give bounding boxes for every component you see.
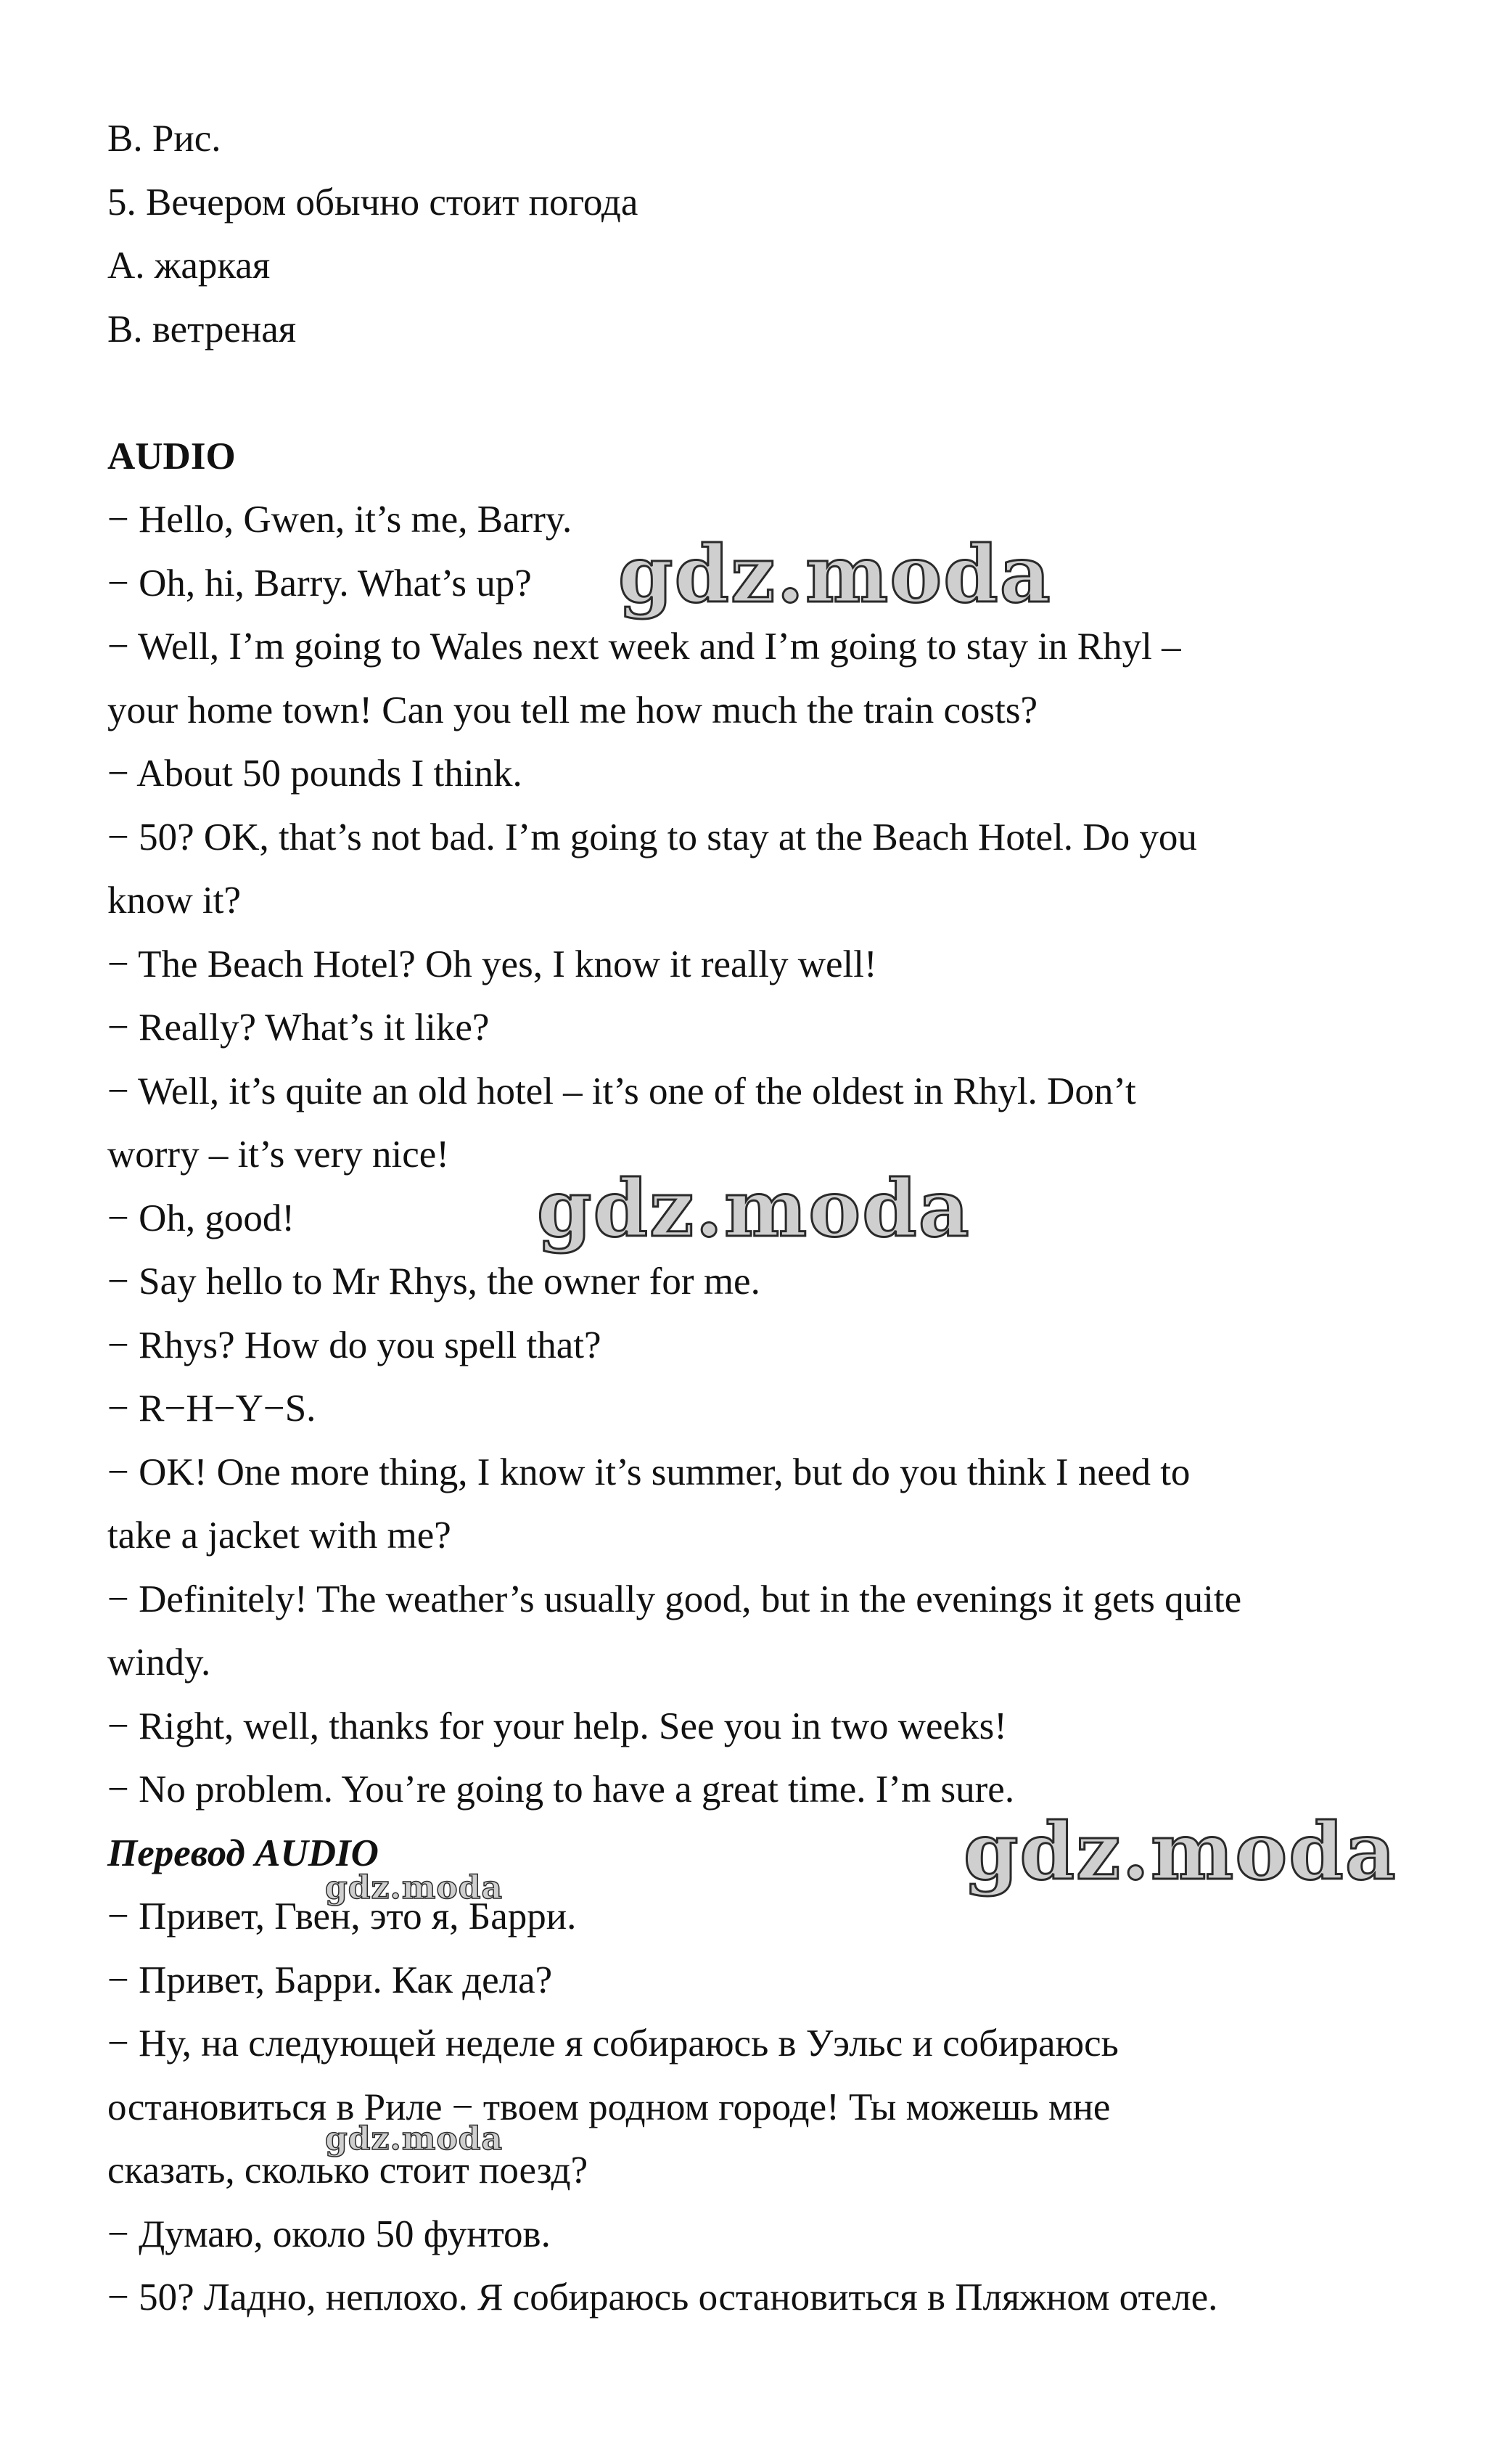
dialogue-line: − Rhys? How do you spell that?	[107, 1324, 601, 1366]
watermark-logo: gdz.moda	[618, 529, 1052, 620]
audio-section	[107, 425, 1413, 1822]
dialogue-line: − Well, it’s quite an old hotel – it’s one of the oldest in Rhyl. Don’t	[107, 1070, 1136, 1112]
dialogue-line: − Really? What’s it like?	[107, 1006, 490, 1049]
dialogue-line: take a jacket with me?	[107, 1514, 451, 1557]
dialogue-line: − No problem. You’re going to have a great time. I’m sure.	[107, 1768, 1015, 1811]
answer-options	[107, 107, 1413, 361]
dialogue-line: − Oh, good!	[107, 1197, 295, 1239]
translation-line: − Привет, Барри. Как дела?	[107, 1959, 553, 2001]
translation-line: − Думаю, около 50 фунтов.	[107, 2213, 551, 2255]
dialogue-line: − About 50 pounds I think.	[107, 753, 522, 795]
dialogue-line: − Hello, Gwen, it’s me, Barry.	[107, 499, 572, 541]
dialogue-line: windy.	[107, 1641, 211, 1684]
translation-heading: Перевод AUDIO	[107, 1832, 379, 1874]
watermark-logo: gdz.moda	[964, 1806, 1397, 1898]
dialogue-line: − Say hello to Mr Rhys, the owner for me.	[107, 1260, 760, 1303]
translation-line: − Привет, Гвен, это я, Барри.	[107, 1895, 577, 1938]
dialogue-line: know it?	[107, 880, 241, 922]
dialogue-line: − The Beach Hotel? Oh yes, I know it really well!	[107, 943, 877, 985]
dialogue-line: − Oh, hi, Barry. What’s up?	[107, 562, 532, 604]
dialogue-line: − OK! One more thing, I know it’s summer, but do you think I need to	[107, 1451, 1191, 1493]
option-line: B. ветреная	[107, 308, 297, 350]
audio-heading: AUDIO	[107, 435, 236, 477]
option-line: A. жаркая	[107, 245, 271, 287]
option-line: B. Рис.	[107, 118, 221, 160]
dialogue-line: − Right, well, thanks for your help. See you in two weeks!	[107, 1705, 1007, 1747]
watermark-logo-small: gdz.moda	[325, 1869, 504, 1906]
watermark-logo-small: gdz.moda	[325, 2120, 504, 2157]
dialogue-line: your home town! Can you tell me how much the train costs?	[107, 689, 1038, 731]
translation-section	[107, 1822, 1413, 2330]
question-line: 5. Вечером обычно стоит погода	[107, 181, 638, 224]
dialogue-line: − Well, I’m going to Wales next week and I’m going to stay in Rhyl –	[107, 626, 1181, 668]
translation-line: сказать, сколько стоит поезд?	[107, 2149, 588, 2192]
watermark-logo: gdz.moda	[537, 1163, 971, 1255]
dialogue-line: − 50? OK, that’s not bad. I’m going to stay at the Beach Hotel. Do you	[107, 816, 1197, 858]
translation-line: остановиться в Риле − твоем родном городе! Ты можешь мне	[107, 2086, 1111, 2128]
dialogue-line: − Definitely! The weather’s usually good, but in the evenings it gets quite	[107, 1578, 1242, 1620]
translation-line: − 50? Ладно, неплохо. Я собираюсь остановиться в Пляжном отеле.	[107, 2276, 1218, 2318]
dialogue-line: − R−H−Y−S.	[107, 1387, 316, 1430]
translation-line: − Ну, на следующей неделе я собираюсь в Уэльс и собираюсь	[107, 2022, 1119, 2065]
dialogue-line: worry – it’s very nice!	[107, 1133, 449, 1176]
spacer	[107, 361, 1413, 425]
